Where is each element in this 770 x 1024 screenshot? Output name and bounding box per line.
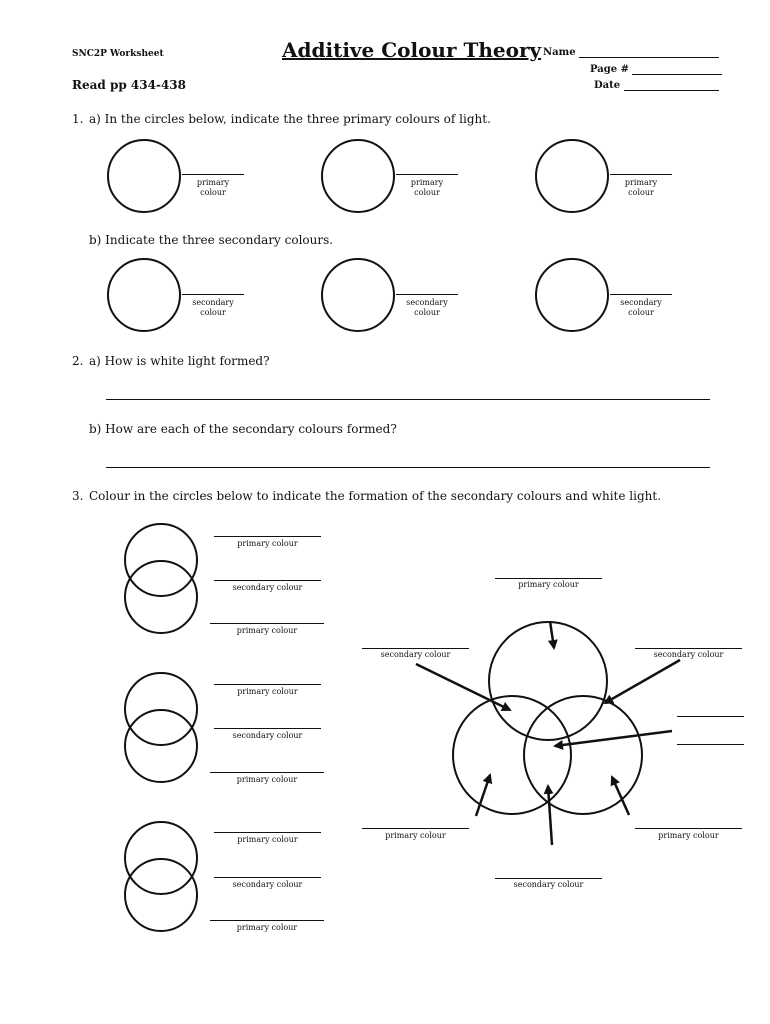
- primary-label-1: primary colour: [196, 178, 230, 197]
- arrow-bottom-secondary: [548, 786, 552, 845]
- venn-white-blank-2[interactable]: [677, 744, 744, 745]
- pair2-primary-label-1: primary colour: [237, 687, 298, 696]
- venn-right-secondary-label: secondary colour: [653, 650, 724, 659]
- q2b-text: b) How are each of the secondary colours formed?: [89, 422, 397, 436]
- venn-right-secondary-blank[interactable]: [635, 648, 742, 649]
- pair2-secondary-label: secondary colour: [232, 731, 303, 740]
- venn-right-primary-label: primary colour: [658, 831, 719, 840]
- venn-bottom-label: secondary colour: [513, 880, 584, 889]
- page-title: Additive Colour Theory: [282, 38, 542, 62]
- date-label: Date: [594, 80, 621, 91]
- venn-white-blank-1[interactable]: [677, 716, 744, 717]
- venn-top-blank[interactable]: [495, 578, 602, 579]
- pair1-primary-label-2: primary colour: [236, 626, 298, 635]
- primary-label-3: primary colour: [624, 178, 658, 197]
- venn-right-primary-blank[interactable]: [635, 828, 742, 829]
- venn-left-secondary-label: secondary colour: [380, 650, 451, 659]
- reading-assignment: Read pp 434-438: [72, 78, 186, 92]
- page-label: Page #: [590, 64, 629, 75]
- q1b-text: b) Indicate the three secondary colours.: [89, 233, 334, 247]
- q3-text: Colour in the circles below to indicate the formation of the secondary colours and white light.: [89, 489, 662, 503]
- arrow-top-primary: [550, 621, 554, 648]
- pair3-primary-label-1: primary colour: [237, 835, 298, 844]
- q3-number: 3.: [72, 489, 84, 503]
- venn-left-circle[interactable]: [453, 696, 571, 814]
- q1a-text: a) In the circles below, indicate the three primary colours of light.: [89, 112, 491, 126]
- course-code: SNC2P Worksheet: [72, 49, 164, 59]
- venn-top-label: primary colour: [518, 580, 579, 589]
- q1-number: 1.: [72, 112, 84, 126]
- venn-bottom-blank[interactable]: [495, 878, 602, 879]
- pair1-primary-label-1: primary colour: [237, 539, 298, 548]
- pair1-secondary-label: secondary colour: [232, 583, 303, 592]
- primary-label-2: primary colour: [410, 178, 444, 197]
- venn-right-circle[interactable]: [524, 696, 642, 814]
- name-label: Name: [543, 47, 576, 58]
- secondary-label-2: secondary colour: [406, 298, 448, 317]
- secondary-label-1: secondary colour: [192, 298, 234, 317]
- arrow-white-light: [555, 731, 672, 746]
- venn-left-secondary-blank[interactable]: [362, 648, 469, 649]
- arrow-right-secondary: [605, 660, 680, 703]
- arrow-left-secondary: [416, 664, 510, 710]
- q2a-text: a) How is white light formed?: [89, 354, 270, 368]
- venn-top-circle[interactable]: [489, 622, 607, 740]
- venn-left-primary-blank[interactable]: [362, 828, 469, 829]
- pair3-secondary-label: secondary colour: [232, 880, 303, 889]
- pair3-primary-label-2: primary colour: [236, 923, 298, 932]
- secondary-label-3: secondary colour: [620, 298, 662, 317]
- q2-number: 2.: [72, 354, 84, 368]
- pair2-primary-label-2: primary colour: [236, 775, 298, 784]
- venn-left-primary-label: primary colour: [385, 831, 446, 840]
